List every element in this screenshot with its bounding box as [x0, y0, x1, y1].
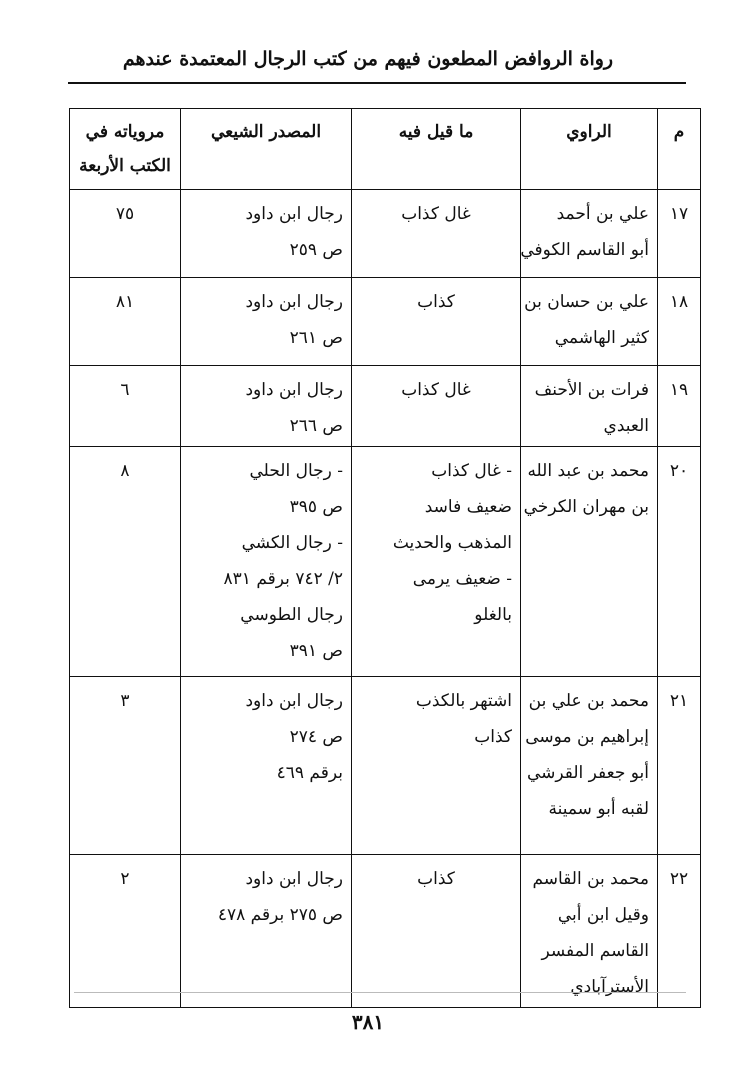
what-was-said-cell-line: كذاب — [474, 727, 512, 747]
what-was-said-cell-line: كذاب — [417, 292, 455, 312]
what-was-said-cell-line: المذهب والحديث — [392, 533, 512, 553]
what-was-said-cell — [352, 190, 521, 278]
what-was-said-cell-line: اشتهر بالكذب — [415, 691, 512, 711]
shia-source-cell-line: رجال ابن داود — [245, 869, 343, 889]
narrations-count-cell: ٣ — [70, 677, 181, 855]
shia-source-cell-line: ص ٢٧٥ برقم ٤٧٨ — [217, 905, 343, 925]
what-was-said-cell-line: - غال كذاب — [431, 461, 512, 481]
footer-divider — [74, 992, 686, 993]
row-number-cell: ٢٠ — [658, 447, 701, 677]
shia-source-cell — [181, 855, 352, 1008]
narrator-cell-line: محمد بن علي بن — [528, 691, 649, 711]
shia-source-cell-line: ص ٢٦١ — [289, 328, 343, 348]
shia-source-cell — [181, 366, 352, 447]
shia-source-cell-line: ٢/ ٧٤٢ برقم ٨٣١ — [223, 569, 343, 589]
narrator-cell-line: لقبه أبو سمينة — [548, 799, 649, 819]
narrations-count-cell: ٢ — [70, 855, 181, 1008]
narrator-cell — [521, 855, 658, 1008]
column-header-narrations-count-line1: مروياته في — [85, 122, 165, 142]
row-number-cell: ٢٢ — [658, 855, 701, 1008]
what-was-said-cell — [352, 278, 521, 366]
narrator-cell — [521, 677, 658, 855]
narrator-cell-line: الأسترآبادي — [570, 977, 649, 997]
page-number: ٣٨١ — [351, 1010, 385, 1034]
narrator-cell-line: إبراهيم بن موسى — [525, 727, 649, 747]
shia-source-cell-line: ص ٢٦٦ — [289, 416, 343, 436]
column-header-number: م — [658, 109, 701, 190]
table-row — [70, 190, 701, 278]
shia-source-cell-line: رجال ابن داود — [245, 204, 343, 224]
table-row — [70, 855, 701, 1008]
table-row — [70, 366, 701, 447]
what-was-said-cell — [352, 447, 521, 677]
narrator-cell-line: العبدي — [603, 416, 649, 436]
narrator-cell-line: أبو جعفر القرشي — [526, 763, 649, 783]
column-header-narrations-count-line2: الكتب الأربعة — [79, 156, 171, 176]
what-was-said-cell-line: - ضعيف يرمى — [412, 569, 512, 589]
shia-source-cell-line: ص ٢٧٤ — [289, 727, 343, 747]
narrator-cell-line: بن مهران الكرخي — [523, 497, 649, 517]
shia-source-cell — [181, 278, 352, 366]
narrator-cell-line: محمد بن القاسم — [532, 869, 649, 889]
narrator-cell — [521, 278, 658, 366]
shia-source-cell — [181, 447, 352, 677]
what-was-said-cell-line: ضعيف فاسد — [424, 497, 512, 517]
narrator-cell-line: أبو القاسم الكوفي — [520, 240, 649, 260]
shia-source-cell — [181, 190, 352, 278]
narrator-cell — [521, 366, 658, 447]
narrator-cell — [521, 447, 658, 677]
row-number-cell: ٢١ — [658, 677, 701, 855]
narrations-count-cell: ٨ — [70, 447, 181, 677]
what-was-said-cell — [352, 366, 521, 447]
shia-source-cell-line: برقم ٤٦٩ — [276, 763, 343, 783]
narrations-count-cell: ٨١ — [70, 278, 181, 366]
table-row — [70, 677, 701, 855]
table-header-row — [70, 109, 701, 190]
narrator-cell-line: علي بن أحمد — [556, 204, 649, 224]
narrations-count-cell: ٧٥ — [70, 190, 181, 278]
table-row — [70, 447, 701, 677]
shia-source-cell-line: رجال الطوسي — [240, 605, 343, 625]
what-was-said-cell-line: غال كذاب — [401, 380, 471, 400]
what-was-said-cell-line: بالغلو — [474, 605, 512, 625]
narrator-cell-line: فرات بن الأحنف — [534, 380, 649, 400]
table-row — [70, 278, 701, 366]
narrations-count-cell: ٦ — [70, 366, 181, 447]
narrator-cell-line: محمد بن عبد الله — [527, 461, 649, 481]
row-number-cell: ١٧ — [658, 190, 701, 278]
what-was-said-cell-line: كذاب — [417, 869, 455, 889]
row-number-cell: ١٨ — [658, 278, 701, 366]
shia-source-cell-line: رجال ابن داود — [245, 380, 343, 400]
row-number-cell: ١٩ — [658, 366, 701, 447]
header-divider — [68, 82, 686, 84]
column-header-narrations-count — [70, 109, 181, 190]
narrators-table — [69, 108, 701, 1008]
narrator-cell-line: القاسم المفسر — [541, 941, 649, 961]
page-header-title: رواة الروافض المطعون فيهم من كتب الرجال المعتمدة عندهم — [122, 48, 614, 70]
shia-source-cell-line: رجال ابن داود — [245, 292, 343, 312]
shia-source-cell-line: ص ٢٥٩ — [289, 240, 343, 260]
column-header-what-was-said: ما قيل فيه — [352, 109, 521, 190]
what-was-said-cell — [352, 677, 521, 855]
shia-source-cell-line: رجال ابن داود — [245, 691, 343, 711]
narrator-cell-line: علي بن حسان بن — [524, 292, 649, 312]
shia-source-cell-line: ص ٣٩١ — [289, 641, 343, 661]
shia-source-cell-line: - رجال الحلي — [249, 461, 343, 481]
shia-source-cell-line: ص ٣٩٥ — [289, 497, 343, 517]
what-was-said-cell-line: غال كذاب — [401, 204, 471, 224]
column-header-narrator: الراوي — [521, 109, 658, 190]
narrator-cell — [521, 190, 658, 278]
shia-source-cell — [181, 677, 352, 855]
column-header-shia-source: المصدر الشيعي — [181, 109, 352, 190]
what-was-said-cell — [352, 855, 521, 1008]
narrator-cell-line: كثير الهاشمي — [554, 328, 649, 348]
shia-source-cell-line: - رجال الكشي — [241, 533, 343, 553]
table-body — [70, 190, 701, 1008]
narrator-cell-line: وقيل ابن أبي — [557, 905, 649, 925]
